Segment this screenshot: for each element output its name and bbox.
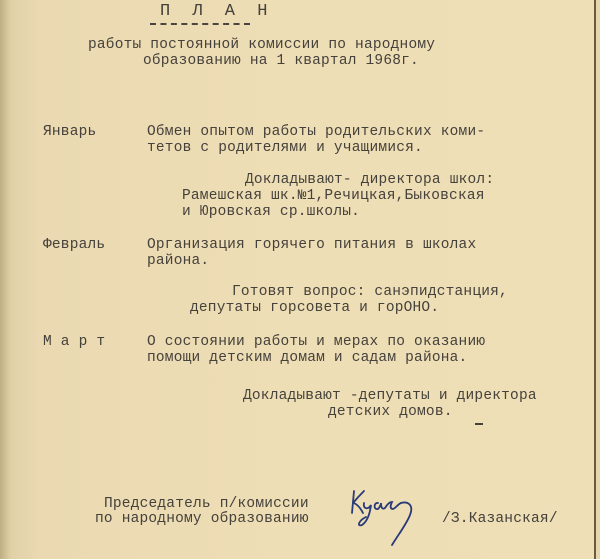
march-responsible-line-2: детских домов. bbox=[328, 404, 453, 420]
february-responsible-line-1: Готовят вопрос: санэпидстанция, bbox=[232, 284, 508, 300]
handwritten-signature bbox=[348, 483, 428, 553]
signature-role-line-2: по народному образованию bbox=[95, 511, 309, 527]
january-responsible-line-3: и Юровская ср.школы. bbox=[182, 204, 361, 220]
march-topic-line-1: О состоянии работы и мерах по оказанию bbox=[147, 334, 486, 350]
signatory-name: /З.Казанская/ bbox=[442, 511, 558, 527]
january-responsible-line-1: Докладывают- директора школ: bbox=[245, 172, 495, 188]
subtitle-line-1: работы постоянной комиссии по народному bbox=[88, 37, 436, 53]
period-underline bbox=[475, 423, 483, 425]
signature-role-line-1: Председатель п/комиссии bbox=[104, 496, 309, 512]
binding-shadow bbox=[0, 0, 10, 559]
march-responsible-line-1: Докладывают -депутаты и директора bbox=[243, 388, 537, 404]
march-topic-line-2: помощи детским домам и садам района. bbox=[147, 350, 468, 366]
january-topic-line-2: тетов с родителями и учащимися. bbox=[147, 140, 423, 156]
month-january: Январь bbox=[43, 124, 97, 140]
february-responsible-line-2: депутаты горсовета и горОНО. bbox=[190, 300, 440, 316]
january-topic-line-1: Обмен опытом работы родительских коми- bbox=[147, 124, 486, 140]
february-topic-line-2: района. bbox=[147, 253, 210, 269]
document-title: П Л А Н bbox=[160, 2, 274, 21]
subtitle-line-2: образованию на 1 квартал 1968г. bbox=[143, 53, 419, 69]
february-topic-line-1: Организация горячего питания в школах bbox=[147, 237, 477, 253]
january-responsible-line-2: Рамешская шк.№1,Речицкая,Быковская bbox=[182, 188, 485, 204]
month-february: Февраль bbox=[43, 237, 106, 253]
month-march: М а р т bbox=[43, 334, 106, 350]
page-margin bbox=[596, 0, 600, 559]
title-underline bbox=[150, 23, 250, 25]
